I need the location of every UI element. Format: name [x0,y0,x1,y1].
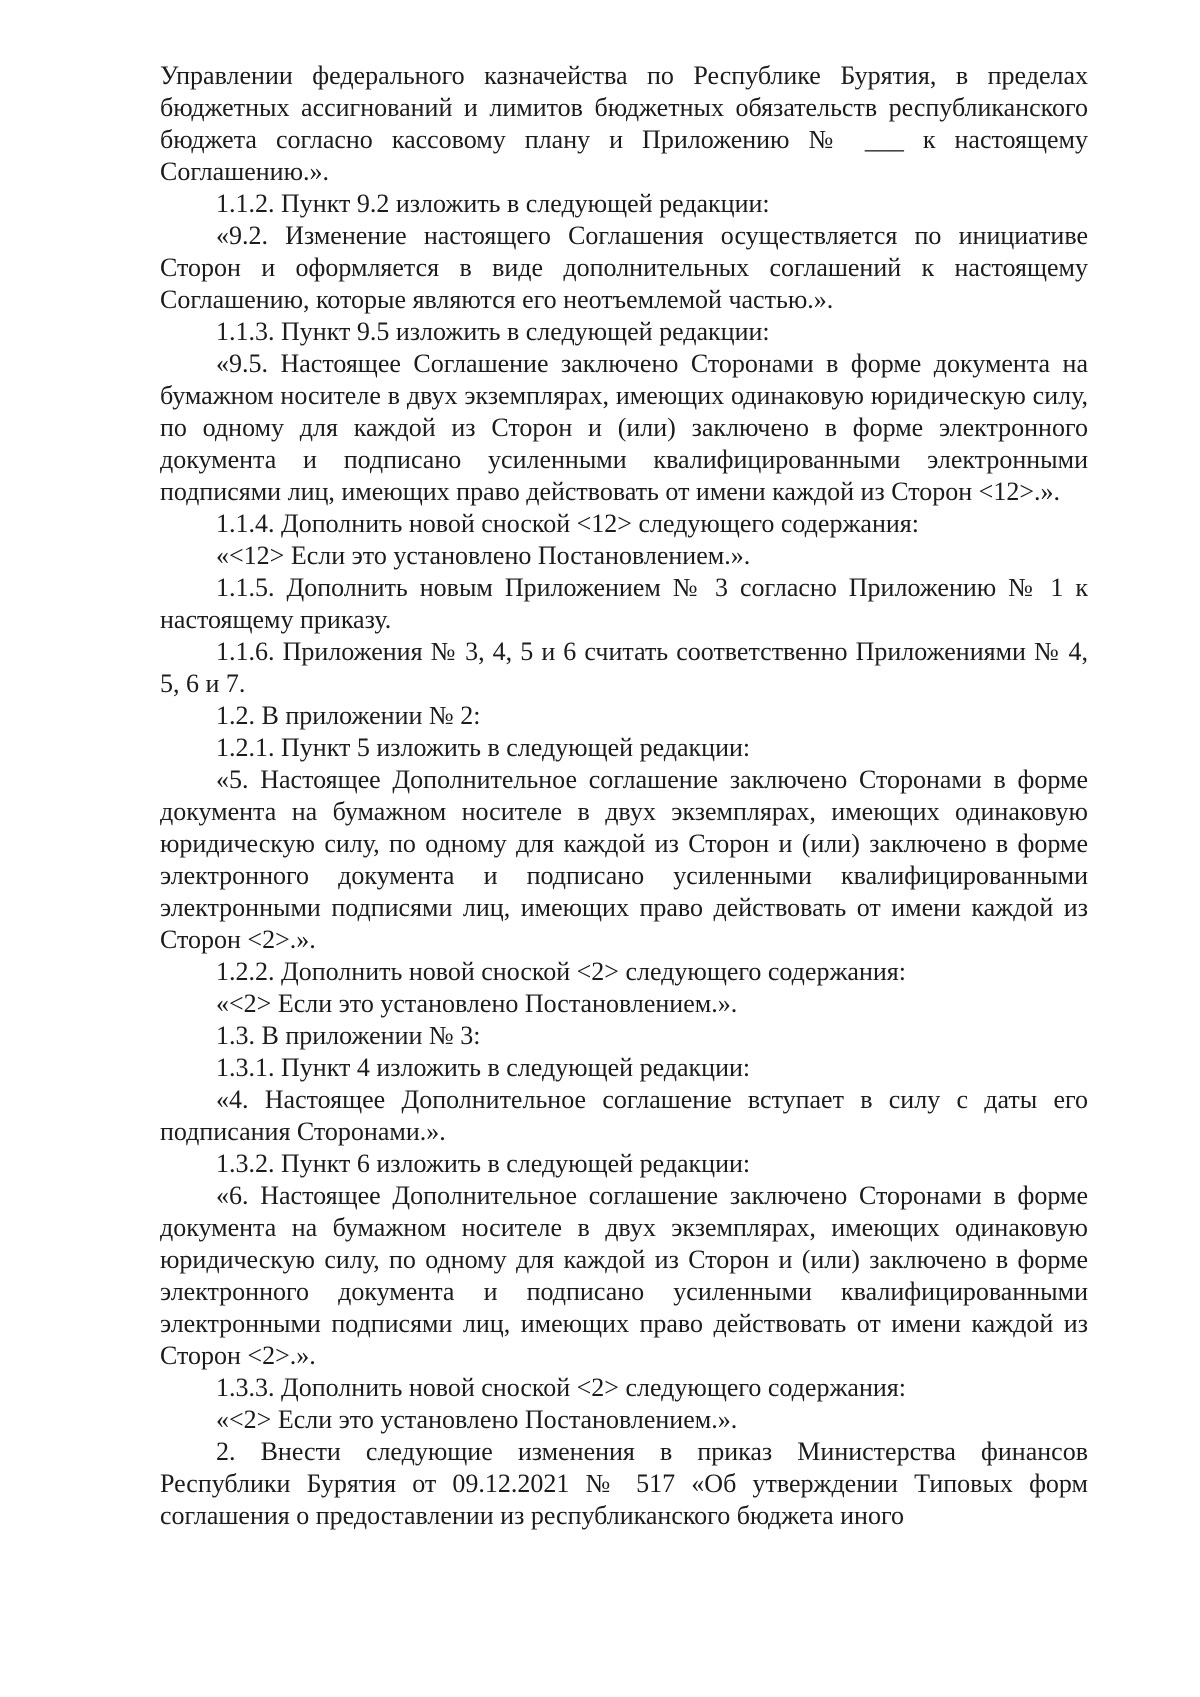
paragraph-quote-9-5: «9.5. Настоящее Соглашение заключено Сторонами в форме документа на бумажном носителе в двух экземплярах, имеющих одинаковую юридическую силу, по одному для каждой из Сторон и (или) заключено в форме электронного документа и подписано усиленными квалифицированными электронными подписями лиц, имеющих право действовать от имени каждой из Сторон <12>.». [160,349,1088,506]
paragraph-1-1-6: 1.1.6. Приложения № 3, 4, 5 и 6 считать соответственно Приложениями № 4, 5, 6 и 7. [160,637,1088,698]
paragraph-1-3-2: 1.3.2. Пункт 6 изложить в следующей редакции: [216,1149,751,1178]
paragraph-footnote-2-a: «<2> Если это установлено Постановлением.». [216,989,738,1018]
paragraph-1-3-1: 1.3.1. Пункт 4 изложить в следующей редакции: [216,1053,751,1082]
paragraph-1-2-2: 1.2.2. Дополнить новой сноской <2> следующего содержания: [216,957,906,986]
paragraph-quote-4: «4. Настоящее Дополнительное соглашение вступает в силу с даты его подписания Сторонами.». [160,1085,1088,1146]
paragraph-quote-6: «6. Настоящее Дополнительное соглашение заключено Сторонами в форме документа на бумажном носителе в двух экземплярах, имеющих одинаковую юридическую силу, по одному для каждой из Сторон и (или) заключено в форме электронного документа и подписано усиленными квалифицированными электронными подписями лиц, имеющих право действовать от имени каждой из Сторон <2>.». [160,1181,1088,1370]
paragraph-1-1-2: 1.1.2. Пункт 9.2 изложить в следующей редакции: [216,189,770,218]
paragraph-1-2: 1.2. В приложении № 2: [216,701,481,730]
paragraph-quote-9-2: «9.2. Изменение настоящего Соглашения осуществляется по инициативе Сторон и оформляется в виде дополнительных соглашений к настоящему Соглашению, которые являются его неотъемлемой частью.». [160,221,1088,314]
paragraph-1-3-3: 1.3.3. Дополнить новой сноской <2> следующего содержания: [216,1373,906,1402]
paragraph-2: 2. Внести следующие изменения в приказ Министерства финансов Республики Бурятия от 09.12.2021 № 517 «Об утверждении Типовых форм соглашения о предоставлении из республиканского бюджета иного [160,1437,1088,1530]
paragraph-1-3: 1.3. В приложении № 3: [216,1021,481,1050]
paragraph-continuation-treasury: Управлении федерального казначейства по Республике Бурятия, в пределах бюджетных ассигнований и лимитов бюджетных обязательств республиканского бюджета согласно кассовому плану и Приложению № ___ к настоящему Соглашению.». [160,61,1088,186]
paragraph-1-1-5: 1.1.5. Дополнить новым Приложением № 3 согласно Приложению № 1 к настоящему приказу. [160,573,1088,634]
paragraph-footnote-2-b: «<2> Если это установлено Постановлением.». [216,1405,738,1434]
paragraph-footnote-12: «<12> Если это установлено Постановлением.». [216,541,751,570]
paragraph-1-2-1: 1.2.1. Пункт 5 изложить в следующей редакции: [216,733,751,762]
paragraph-quote-5: «5. Настоящее Дополнительное соглашение заключено Сторонами в форме документа на бумажном носителе в двух экземплярах, имеющих одинаковую юридическую силу, по одному для каждой из Сторон и (или) заключено в форме электронного документа и подписано усиленными квалифицированными электронными подписями лиц, имеющих право действовать от имени каждой из Сторон <2>.». [160,765,1088,954]
paragraph-1-1-3: 1.1.3. Пункт 9.5 изложить в следующей редакции: [216,317,770,346]
paragraph-1-1-4: 1.1.4. Дополнить новой сноской <12> следующего содержания: [216,509,919,538]
